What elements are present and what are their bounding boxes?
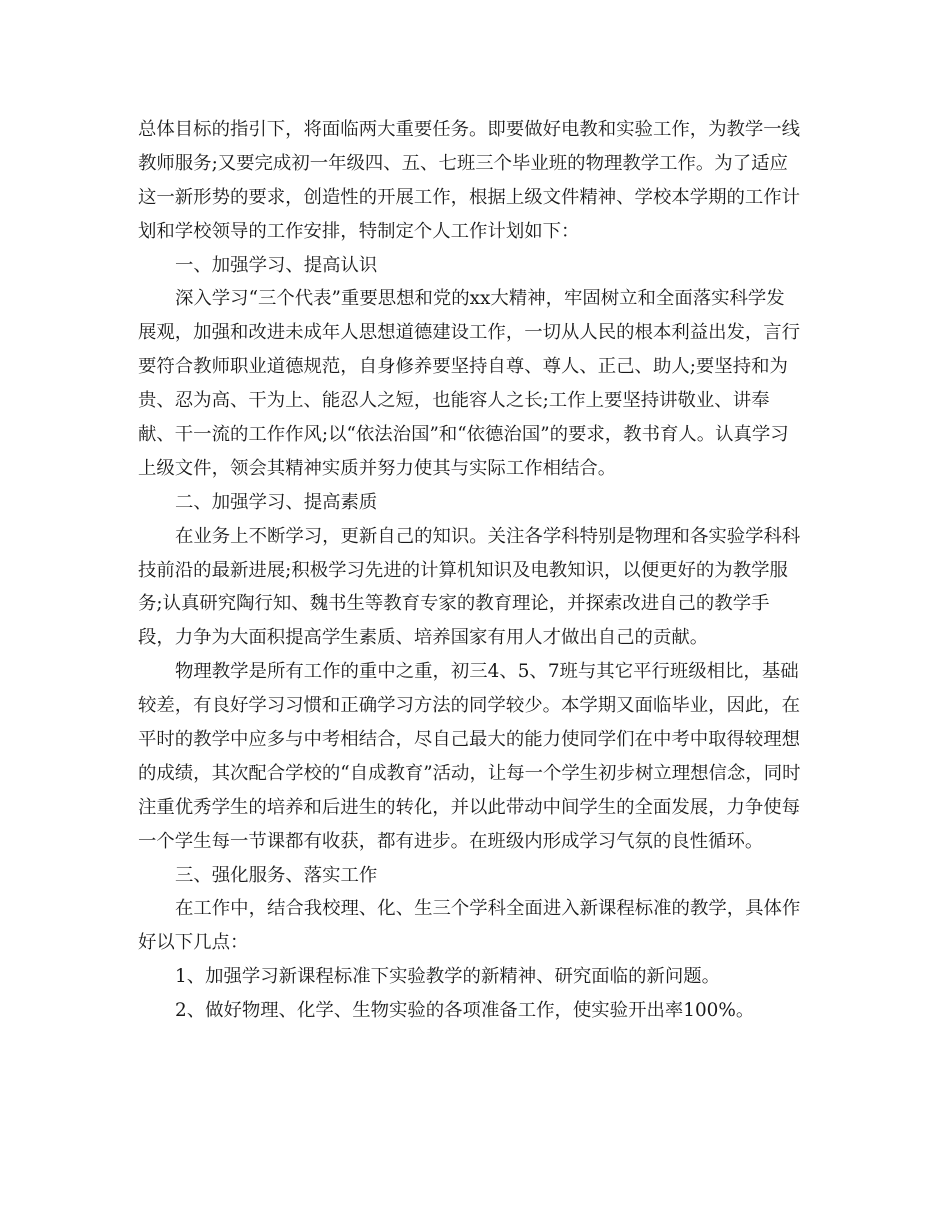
body-line-11: 上级文件，领会其精神实质并努力使其与实际工作相结合。 <box>138 457 617 479</box>
body-line-17: 物理教学是所有工作的重中之重，初三4、5、7班与其它平行班级相比，基础 <box>175 661 799 683</box>
body-line-19: 平时的教学中应多与中考相结合，尽自己最大的能力使同学们在中考中取得较理想 <box>138 729 801 751</box>
body-line-13: 在业务上不断学习，更新自己的知识。关注各学科特别是物理和各实验学科科 <box>175 525 801 547</box>
body-line-2: 教师服务;又要完成初一年级四、五、七班三个毕业班的物理教学工作。为了适应 <box>138 152 788 174</box>
body-line-6: 深入学习“三个代表”重要思想和党的xx大精神，牢固树立和全面落实科学发 <box>175 288 785 310</box>
body-line-1: 总体目标的指引下，将面临两大重要任务。即要做好电教和实验工作，为教学一线 <box>138 119 801 140</box>
body-line-21: 注重优秀学生的培养和后进生的转化，并以此带动中间学生的全面发展，力争使每 <box>138 796 801 818</box>
body-line-25: 好以下几点： <box>138 932 249 954</box>
body-line-3: 这一新形势的要求，创造性的开展工作，根据上级文件精神、学校本学期的工作计 <box>138 186 801 208</box>
body-line-20: 的成绩，其次配合学校的“自成教育”活动，让每一个学生初步树立理想信念，同时 <box>138 762 801 784</box>
body-line-18: 较差，有良好学习习惯和正确学习方法的同学较少。本学期又面临毕业，因此，在 <box>138 695 801 717</box>
body-line-14: 技前沿的最新进展;积极学习先进的计算机知识及电教知识，以便更好的为教学服 <box>138 559 788 581</box>
body-line-24: 在工作中，结合我校理、化、生三个学科全面进入新课程标准的教学，具体作 <box>175 898 801 920</box>
body-line-15: 务;认真研究陶行知、魏书生等教育专家的教育理论，并探索改进自己的教学手 <box>138 593 770 615</box>
body-line-7: 展观，加强和改进未成年人思想道德建设工作，一切从人民的根本利益出发，言行 <box>138 322 801 344</box>
body-line-8: 要符合教师职业道德规范，自身修养要坚持自尊、尊人、正己、助人;要坚持和为 <box>138 356 788 378</box>
section-heading-1: 一、加强学习、提高认识 <box>175 254 378 276</box>
body-line-10: 献、干一流的工作作风;以“依法治国”和“依德治国”的要求，教书育人。认真学习 <box>138 424 789 446</box>
list-item-1: 1、加强学习新课程标准下实验教学的新精神、研究面临的新问题。 <box>175 966 721 988</box>
document-body <box>138 113 818 1028</box>
body-line-16: 段，力争为大面积提高学生素质、培养国家有用人才做出自己的贡献。 <box>138 627 709 649</box>
section-heading-2: 二、加强学习、提高素质 <box>175 491 378 513</box>
body-line-9: 贵、忍为高、干为上、能忍人之短，也能容人之长;工作上要坚持讲敬业、讲奉 <box>138 390 770 412</box>
body-line-22: 一个学生每一节课都有收获，都有进步。在班级内形成学习气氛的良性循环。 <box>138 830 764 852</box>
body-line-4: 划和学校领导的工作安排，特制定个人工作计划如下： <box>138 220 580 242</box>
list-item-2: 2、做好物理、化学、生物实验的各项准备工作，使实验开出率100%。 <box>175 1000 755 1022</box>
section-heading-3: 三、强化服务、落实工作 <box>175 864 378 886</box>
